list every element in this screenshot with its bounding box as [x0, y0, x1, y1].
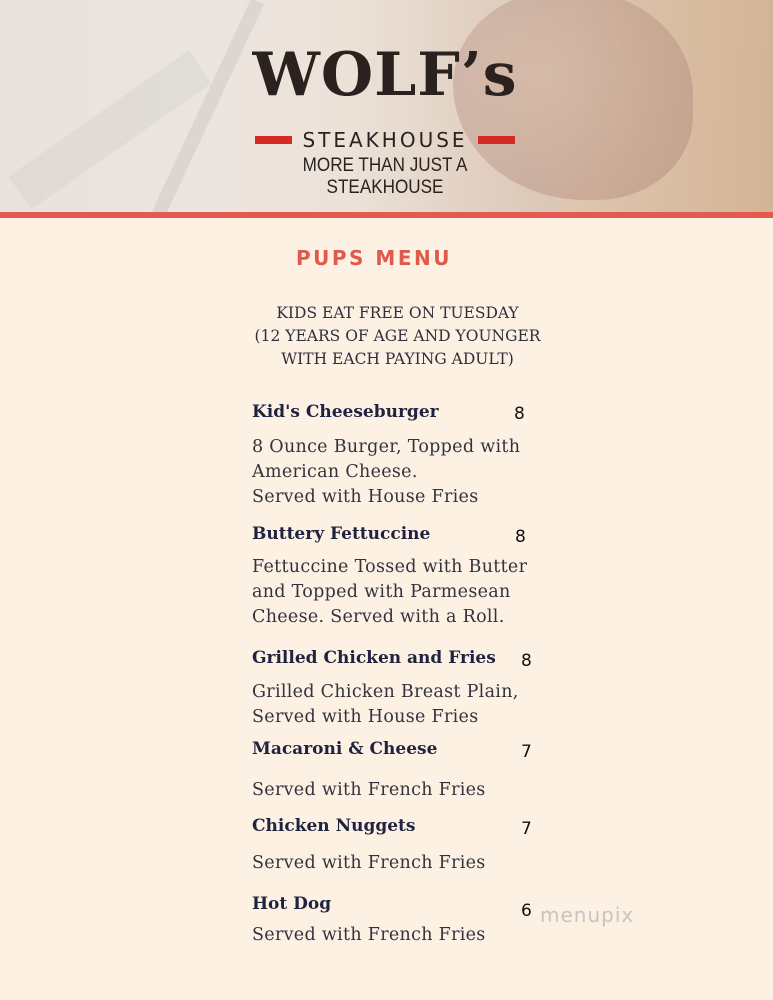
description-line: Served with French Fries	[252, 925, 486, 945]
description-line: Cheese. Served with a Roll.	[252, 607, 505, 627]
notice-line: (12 YEARS OF AGE AND YOUNGER	[254, 327, 541, 345]
description-line: Served with House Fries	[252, 707, 479, 727]
menu-item-name: Chicken Nuggets	[252, 816, 416, 836]
menu-item-price: 7	[521, 742, 532, 762]
logo-title: WOLF’s	[252, 40, 518, 110]
description-line: Served with French Fries	[252, 780, 486, 800]
menu-item-name: Hot Dog	[252, 894, 332, 914]
menu-item-price: 8	[521, 651, 532, 671]
menu-title: PUPS MENU	[296, 246, 452, 270]
description-line: and Topped with Parmesean	[252, 582, 511, 602]
menu-item-description	[252, 435, 520, 510]
logo-subtitle-text: STEAKHOUSE	[302, 128, 468, 152]
description-line: Fettuccine Tossed with Butter	[252, 557, 528, 577]
menu-item-price: 8	[514, 404, 525, 424]
logo-bar-left	[255, 136, 292, 144]
menu-item-description	[252, 555, 527, 630]
menu-item-name: Kid's Cheeseburger	[252, 402, 439, 422]
header-divider	[0, 212, 773, 218]
knife-image	[8, 51, 211, 210]
logo-subtitle	[255, 128, 515, 152]
description-line: American Cheese.	[252, 462, 418, 482]
description-line: 8 Ounce Burger, Topped with	[252, 437, 521, 457]
notice-line: KIDS EAT FREE ON TUESDAY	[276, 304, 519, 322]
description-line: Served with House Fries	[252, 487, 479, 507]
menu-item-price: 7	[521, 819, 532, 839]
menu-item-price: 6	[521, 901, 532, 921]
description-line: Grilled Chicken Breast Plain,	[252, 682, 519, 702]
menu-item-name: Buttery Fettuccine	[252, 524, 431, 544]
menu-item-description	[252, 680, 519, 730]
kids-notice	[240, 302, 555, 371]
watermark: menupix	[540, 903, 635, 927]
menu-item-name: Grilled Chicken and Fries	[252, 648, 496, 668]
notice-line: WITH EACH PAYING ADULT)	[281, 350, 514, 368]
menu-item-name: Macaroni & Cheese	[252, 739, 438, 759]
menu-item-description	[252, 923, 486, 948]
menu-item-description	[252, 851, 486, 876]
menu-item-description	[252, 778, 486, 803]
logo-tagline: MORE THAN JUST A STEAKHOUSE	[302, 155, 468, 198]
menu-item-price: 8	[515, 527, 526, 547]
description-line: Served with French Fries	[252, 853, 486, 873]
logo-bar-right	[478, 136, 515, 144]
